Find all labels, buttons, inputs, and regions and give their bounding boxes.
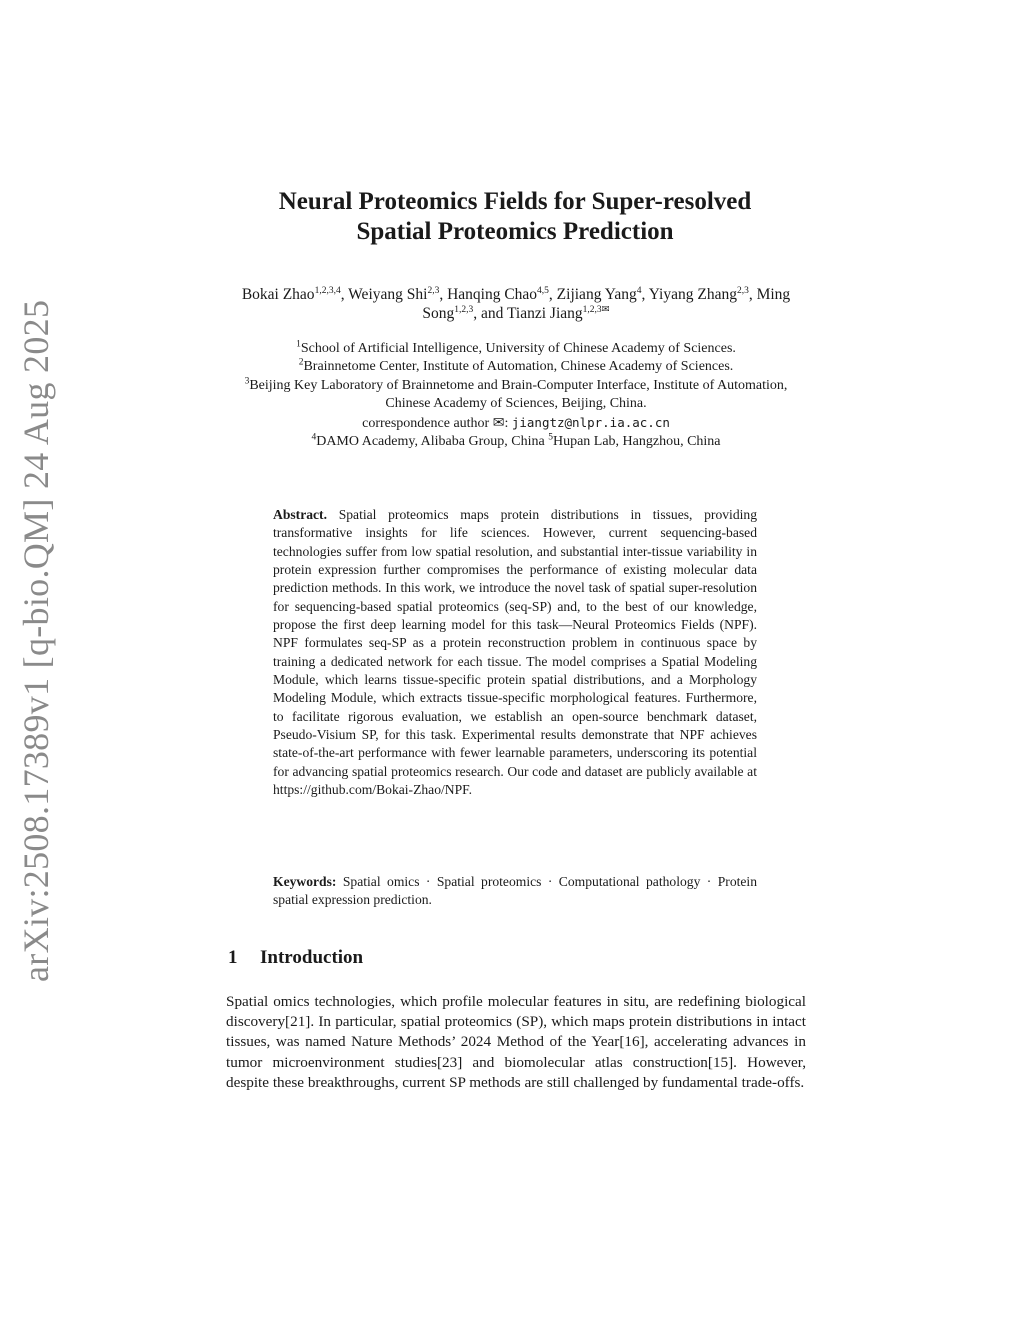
author-name: Bokai Zhao bbox=[241, 286, 315, 303]
affiliation-text: Hupan Lab, Hangzhou, China bbox=[552, 434, 721, 450]
author-name: Hanqing Chao bbox=[447, 286, 538, 303]
paper-title bbox=[200, 187, 830, 247]
arxiv-identifier-stamp[interactable]: arXiv:2508.17389v1 [q-bio.QM] 24 Aug 2025 bbox=[16, 299, 56, 982]
affiliation-text: School of Artificial Intelligence, University of Chinese Academy of Sciences. bbox=[300, 341, 736, 356]
keywords-label: Keywords: bbox=[273, 874, 337, 889]
affiliation-marker: 3 bbox=[244, 376, 250, 387]
introduction-paragraph: Spatial omics technologies, which profile molecular features in situ, are redefining biological discovery[21]. In particular, spatial proteomics (SP), which maps protein distributions in intact tissues, was named Nature Methods’ 2024 Method of the Year[16], accelerating advances in tumor microenvironment studies[23] and biomolecular atlas construction[15]. However, despite these breakthroughs, current SP methods are still challenged by fundamental trade-offs. bbox=[226, 993, 806, 1091]
affiliation-marker: 4 bbox=[311, 432, 317, 443]
affiliation-block bbox=[222, 340, 810, 451]
author-name: Weiyang Shi bbox=[348, 286, 428, 303]
title-line-2: Spatial Proteomics Prediction bbox=[356, 218, 674, 245]
author-affiliation-marker: 2,3 bbox=[736, 285, 749, 296]
section-number: 1 bbox=[228, 947, 238, 968]
affiliation-marker: 1 bbox=[296, 339, 301, 350]
author-affiliation-marker: 4 bbox=[636, 285, 642, 296]
affiliation-2 bbox=[222, 358, 810, 376]
author-separator: , bbox=[641, 286, 649, 303]
author-separator: , bbox=[439, 286, 448, 303]
abstract-block bbox=[273, 506, 757, 800]
affiliation-1 bbox=[222, 340, 810, 358]
affiliation-marker: 5 bbox=[548, 432, 553, 443]
affiliation-3 bbox=[222, 377, 810, 414]
author-name: Tianzi Jiang bbox=[507, 305, 583, 322]
section-heading bbox=[228, 946, 363, 970]
keywords-block bbox=[273, 873, 757, 910]
affiliation-text: Beijing Key Laboratory of Brainnetome and Brain-Computer Interface, Institute of Automation, Chinese Academy of Sciences, Beijing, China. bbox=[249, 377, 788, 412]
author-name: Ming Song bbox=[422, 286, 791, 322]
section-title: Introduction bbox=[260, 947, 364, 968]
author-affiliation-marker: 2,3 bbox=[427, 285, 440, 296]
author-separator: , and bbox=[473, 305, 507, 322]
author-separator: , bbox=[548, 286, 557, 303]
correspondence-line bbox=[222, 414, 810, 433]
author-name: Yiyang Zhang bbox=[648, 286, 737, 303]
author-separator: , bbox=[748, 286, 757, 303]
author-affiliation-marker: 1,2,3✉ bbox=[582, 304, 610, 315]
abstract-text: Spatial proteomics maps protein distributions in tissues, providing transformative insights for life sciences. However, current sequencing-based technologies suffer from low spatial resolution, and substantial inter-tissue variability in protein expression further compromises the performance of existing molecular data prediction methods. In this work, we introduce the novel task of spatial super-resolution for sequencing-based spatial proteomics (seq-SP) and, to the best of our knowledge, propose the first deep learning model for this task—Neural Proteomics Fields (NPF). NPF formulates seq-SP as a protein reconstruction problem in continuous space by training a dedicated network for each tissue. The model comprises a Spatial Modeling Module, which learns tissue-specific protein spatial distributions, and a Morphology Modeling Module, which extracts tissue-specific morphological features. Furthermore, to facilitate rigorous evaluation, we establish an open-source benchmark dataset, Pseudo-Visium SP, for this task. Experimental results demonstrate that NPF achieves state-of-the-art performance with fewer learnable parameters, underscoring its potential for advancing spatial proteomics research. Our code and dataset are publicly available at https://github.com/Bokai-Zhao/NPF. bbox=[273, 507, 757, 798]
author-name: Zijiang Yang bbox=[556, 286, 637, 303]
author-list bbox=[228, 285, 804, 323]
author-affiliation-marker: 4,5 bbox=[537, 285, 549, 296]
abstract-label: Abstract. bbox=[273, 507, 327, 522]
title-line-1: Neural Proteomics Fields for Super-resolved bbox=[278, 188, 752, 215]
affiliation-4-5 bbox=[222, 433, 810, 451]
author-separator: , bbox=[340, 286, 349, 303]
affiliation-text: Brainnetome Center, Institute of Automation, Chinese Academy of Sciences. bbox=[303, 359, 734, 375]
affiliation-text: DAMO Academy, Alibaba Group, China bbox=[316, 434, 549, 450]
author-affiliation-marker: 1,2,3 bbox=[454, 304, 474, 315]
correspondence-email-link[interactable]: jiangtz@nlpr.ia.ac.cn bbox=[511, 414, 670, 430]
author-affiliation-marker: 1,2,3,4 bbox=[314, 285, 341, 296]
correspondence-label: correspondence author ✉: bbox=[362, 415, 512, 431]
keywords-text: Spatial omics · Spatial proteomics · Computational pathology · Protein spatial expression prediction. bbox=[273, 874, 757, 908]
affiliation-marker: 2 bbox=[298, 357, 304, 368]
